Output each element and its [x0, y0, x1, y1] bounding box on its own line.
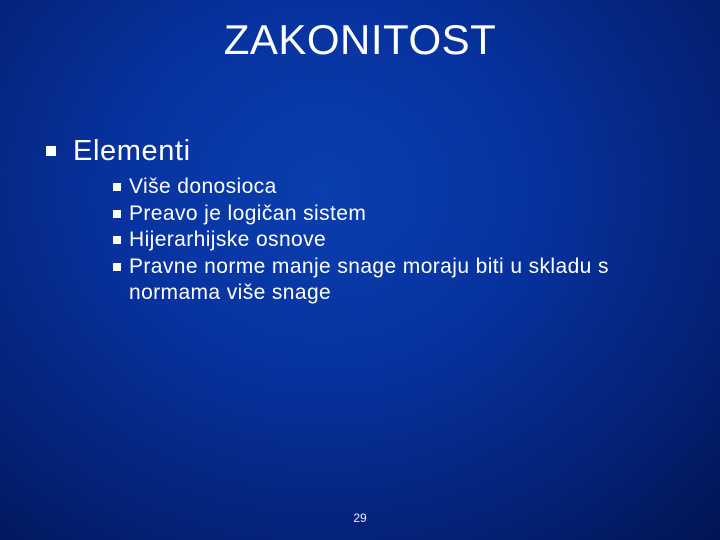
- sub-bullet-text: Preavo je logičan sistem: [129, 201, 367, 225]
- slide-title: ZAKONITOST: [223, 16, 497, 63]
- page-number: 29: [353, 511, 367, 525]
- main-bullet: [46, 132, 686, 170]
- sub-bullet-item: [113, 227, 703, 254]
- bullet-square-icon: [113, 210, 121, 218]
- sub-bullet-text: Hijerarhijske osnove: [129, 228, 327, 251]
- sub-bullet-text: Pravne norme manje snage moraju biti u skladu s normama više snage: [129, 254, 609, 304]
- sub-bullet-item: [113, 174, 703, 201]
- sub-bullet-item: [113, 254, 703, 307]
- main-bullet-text: Elementi: [73, 135, 191, 167]
- sub-bullet-item: [113, 201, 703, 228]
- bullet-square-icon: [113, 183, 121, 191]
- bullet-square-icon: [46, 146, 56, 156]
- sub-bullet-list: [113, 174, 703, 307]
- sub-bullet-text: Više donosioca: [129, 175, 277, 198]
- bullet-square-icon: [113, 263, 121, 271]
- bullet-square-icon: [113, 236, 121, 244]
